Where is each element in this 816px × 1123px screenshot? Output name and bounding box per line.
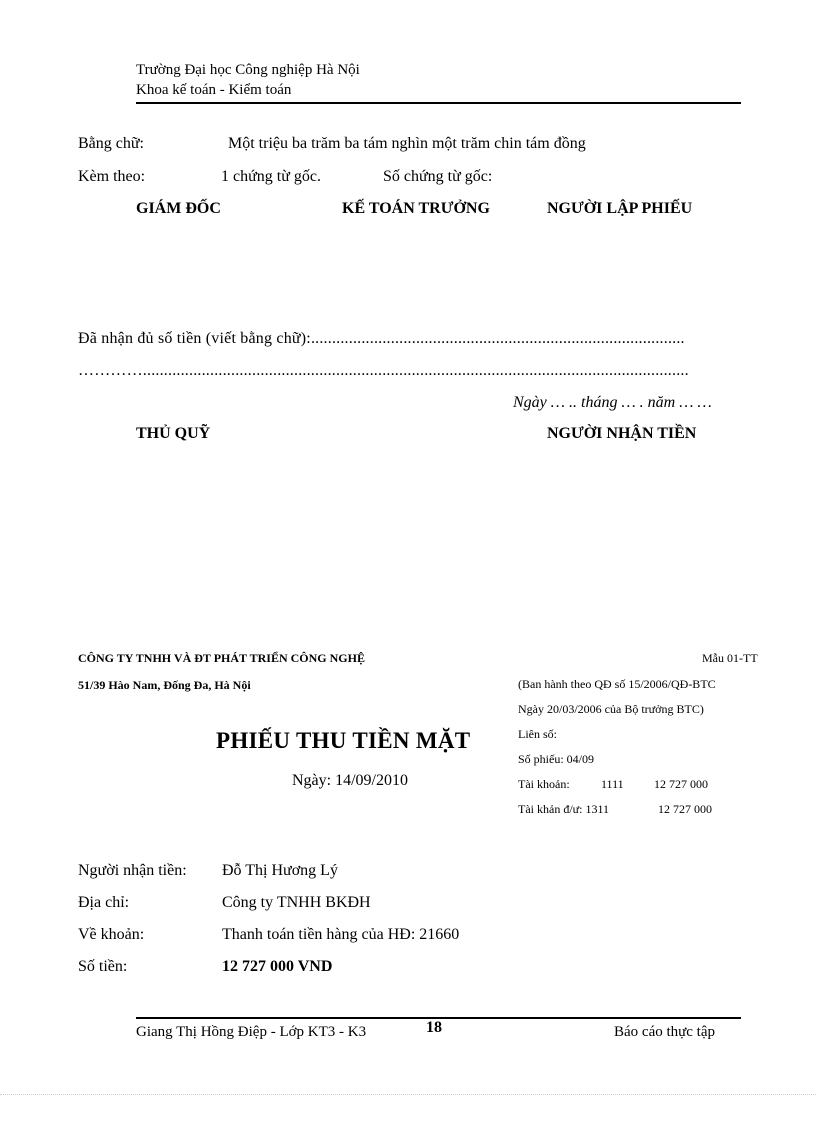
page-bottom-dotted-rule [0,1094,816,1095]
header-school: Trường Đại học Công nghiệp Hà Nội [136,62,360,78]
receipt-date: Ngày: 14/09/2010 [292,772,408,789]
so-tien-label: Số tiền: [78,958,128,975]
received-amount-line: Đã nhận đủ số tiền (viết bằng chữ):......................................................................................... [78,330,685,347]
tai-khoan-du-label: Tài khản đ/ư: 1311 [518,802,610,816]
kem-theo-label: Kèm theo: [78,168,146,185]
dots-line: ………….................................................................................................................................. [78,362,689,379]
nguoi-nhan-value: Đỗ Thị Hương Lý [222,862,338,879]
dia-chi-value: Công ty TNHH BKĐH [222,894,371,911]
tai-khoan-amount: 12 727 000 [654,777,708,791]
footer-report: Báo cáo thực tập [614,1024,716,1040]
kem-theo-value: 1 chứng từ gốc. [221,168,321,185]
sign-chief-accountant: KẾ TOÁN TRƯỞNG [342,200,490,217]
tai-khoan-du-amount: 12 727 000 [658,802,712,816]
nguoi-nhan-label: Người nhận tiền: [78,862,187,879]
footer-author: Giang Thị Hồng Điệp - Lớp KT3 - K3 [136,1024,367,1040]
ve-khoan-label: Về khoản: [78,926,145,943]
header-rule [136,102,741,104]
ve-khoan-value: Thanh toán tiền hàng của HĐ: 21660 [222,926,460,943]
bang-chu-value: Một triệu ba trăm ba tám nghìn một trăm chin tám đồng [228,135,586,152]
company-address: 51/39 Hào Nam, Đống Đa, Hà Nội [78,678,251,692]
issued-by-1: (Ban hành theo QĐ số 15/2006/QĐ-BTC [518,677,716,691]
receipt-title: PHIẾU THU TIỀN MẶT [216,728,471,753]
issued-by-2: Ngày 20/03/2006 của Bộ trưởng BTC) [518,702,704,716]
sign-cashier: THỦ QUỸ [136,425,211,442]
tai-khoan-no: 1111 [601,777,624,791]
dia-chi-label: Địa chỉ: [78,894,130,911]
date-line: Ngày … .. tháng … . năm … … [513,394,712,411]
header-faculty: Khoa kế toán - Kiểm toán [136,82,292,98]
page-number: 18 [426,1019,442,1036]
form-code: Mẫu 01-TT [702,651,758,665]
tai-khoan-label: Tài khoản: [518,777,570,791]
bang-chu-label: Bằng chữ: [78,135,144,152]
so-tien-value: 12 727 000 VND [222,958,333,975]
so-phieu: Số phiếu: 04/09 [518,752,595,766]
sign-preparer: NGƯỜI LẬP PHIẾU [547,200,693,217]
so-chung-tu-label: Số chứng từ gốc: [383,168,493,185]
sign-receiver: NGƯỜI NHẬN TIỀN [547,425,697,442]
lien-so: Liên số: [518,727,557,741]
company-name: CÔNG TY TNHH VÀ ĐT PHÁT TRIỂN CÔNG NGHỆ [78,651,365,665]
sign-director: GIÁM ĐỐC [136,200,221,217]
